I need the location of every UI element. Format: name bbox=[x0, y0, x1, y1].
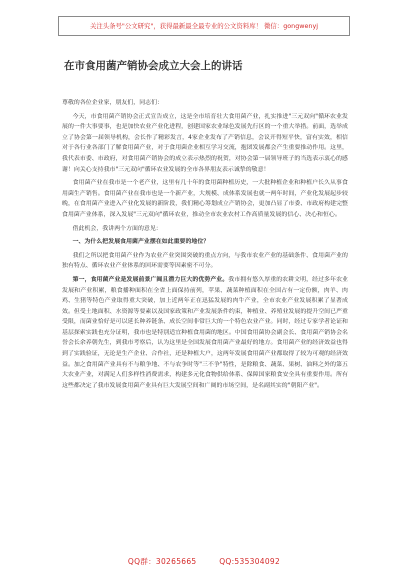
section-heading: 一、为什么把发展食用菌产业摆在如此重要的地位？ bbox=[72, 239, 210, 246]
body-paragraph: 食用菌产业在我市是一个老产业，这里有几十年的食用菌种植历史，一大批种植企业和种植户长久从事食用菌生产销售。食用菌产业在我市也是一个新产业，大规模、成体系发展也就一两年时间，产业化发展起步较晚，在食用菌产业进入产业化发展的新阶段，我们精心筹划成立产销协会，更加凸显了市委、市政府构建完整食用菌产业体系，深入发展"三元双向"循环农业，推动全市农业农村工作高质量发展的信心、决心和恒心。 bbox=[62, 180, 348, 218]
document-body bbox=[62, 98, 348, 394]
document-title: 在市食用菌产销协会成立大会上的讲话 bbox=[64, 60, 243, 72]
point-lead: 第一，食用菌产业是发展前景广阔且潜力巨大的优势产业。 bbox=[72, 276, 229, 283]
body-paragraph: 借此机会，我讲两个方面的意见： bbox=[72, 225, 162, 232]
top-banner: 关注头条号"公文研究"，获得最新最全最专业的公文资料库！ 微信：gongwenyj bbox=[58, 16, 350, 36]
body-paragraph: 我们之所以把食用菌产业作为农业产业突围突破的重点方向，与我市农业产业的基础条件、食用菌产业的独有特点、循环农业产业体系的回环需要等因素密不可分。 bbox=[62, 252, 348, 270]
qq-text: QQ:535304092 bbox=[219, 557, 281, 566]
body-paragraph: 今天，市食用菌产销协会正式宣告成立，这是全市培育壮大食用菌产业，扎实推进"三元双向"循环农业发展的一件大事要事，也是加快农业产业化进程，创建国家农业绿色发展先行区的一个重大举措。前面，选举成立了协会第一届领导机构，会长作了精彩发言，4家企业发布了产销信息，会议开得短平快，富有实效，相信对于各行业各部门了解食用菌产业，对于食用菌企业相互学习交流，抱团发展都会产生重要推动作用。这里，我代表市委、市政府，对食用菌产销协会的成立表示热烈的祝贺，对协会第一届领导班子的当选表示衷心的感谢！向关心支持我市"三元双向"循环农业发展的全市各界朋友表示诚挚的敬意！ bbox=[62, 113, 348, 173]
point-text: 我市拥有悠久厚重的农耕文明，经过多年农业发展和产业积累，粮食播种面积在全省上面保持前列，苹果、蔬菜种植面积在全国占有一定份额，肉羊、肉鸡、生猪等特色产业取得重大突破，加上近两年正在迅猛发展的肉牛产业，全市农业产业发展积累了显著成效。但受土地面积、水资源等要素以及国家政策和产业发展条件约束，种植业、养殖业发展的提升空间已严重受限，而菌业恰好是可以延长种养链条、成长空间非常巨大的一个特色农业产业。同时，经过专家学者论证和基层探索实践也充分证明，我市也是特别适宜种植食用菌的地区。中国食用菌协会副会长、食用菌产销协会名誉会长余养朝先生，到我市考察后，认为这里是全国发展食用菌产业最好的地方。食用菌产业的经济效益也得到了实践验证，无论是生产企业、合作社，还是种植大户，这两年发展食用菌产业都取得了较为可观的经济效益。加之食用菌产业具有不与粮争地、不与农争时等"三不争"特性，是除粮食、蔬菜、果树、油料之外的第五大农业产业，对满足人们多样性消费需求，构建多元化食物供给体系、保障国家粮食安全具有重要作用。所有这些都决定了我市发展食用菌产业具有巨大发展空间和广阔的市场空间，是名副其实的"朝阳产业"。 bbox=[62, 276, 348, 389]
footer-contacts bbox=[0, 556, 408, 567]
qq-group-text: QQ群：30265665 bbox=[127, 557, 197, 566]
greeting: 尊敬的各位企业家，朋友们，同志们： bbox=[62, 100, 163, 106]
point-paragraph bbox=[62, 275, 348, 392]
